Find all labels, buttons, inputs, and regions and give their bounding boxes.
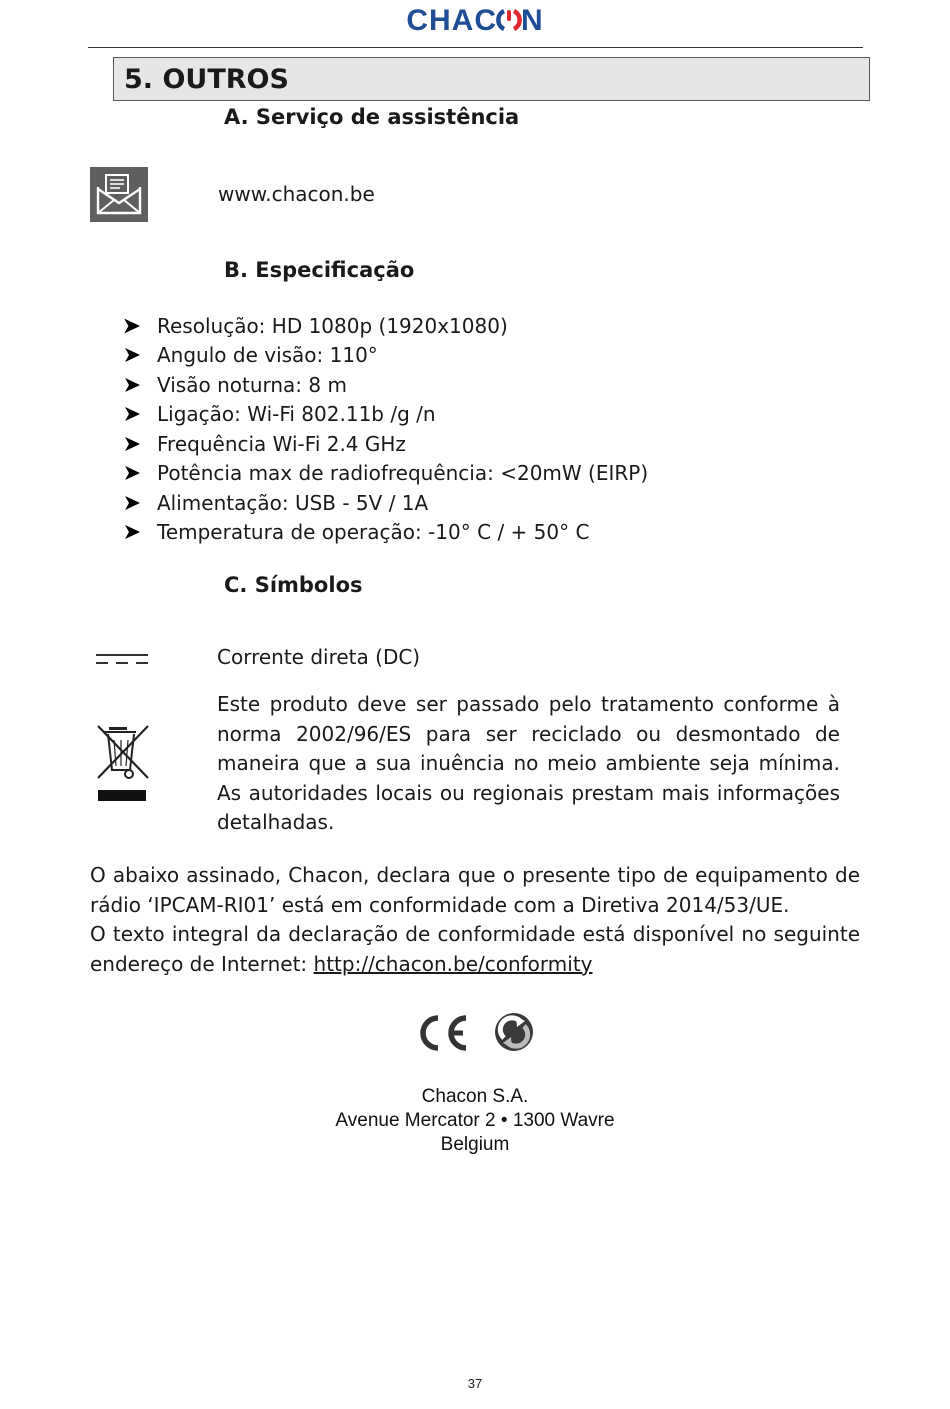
arrowhead-bullet-icon [124,347,157,363]
spec-text: Ligação: Wi-Fi 802.11b /g /n [157,402,436,427]
specification-list [124,311,648,547]
list-item [124,370,648,400]
logo-text-start: CHAC [406,4,497,37]
spec-text: Frequência Wi-Fi 2.4 GHz [157,431,406,456]
list-item [124,311,648,341]
dc-description: Corrente direta (DC) [217,645,421,669]
ce-mark-icon [416,999,470,1052]
company-name: Chacon S.A. [421,1086,529,1107]
arrowhead-bullet-icon [124,377,157,393]
list-item [124,518,648,548]
symbols-heading: C. Símbolos [224,573,363,597]
logo-text-end: N [521,4,544,37]
ce-mark-label: CE [416,999,438,1018]
declaration-availability-text: O texto integral da declaração de conformidade está disponível no seguinte endereço de Internet: [90,922,860,976]
conformity-link[interactable]: http://chacon.be/conformity [313,951,593,976]
spec-text: Alimentação: USB - 5V / 1A [157,490,429,515]
assistance-heading: A. Serviço de assistência [224,105,520,129]
list-item [124,459,648,489]
list-item [124,429,648,459]
header-divider [88,47,863,48]
spec-text: Resolução: HD 1080p (1920x1080) [157,313,508,338]
specification-heading: B. Especificação [224,258,415,282]
company-address: Avenue Mercator 2 • 1300 Wavre [335,1110,615,1131]
crossed-bin-icon [96,722,150,802]
arrowhead-bullet-icon [124,318,157,334]
arrowhead-bullet-icon [124,524,157,540]
weee-description: Este produto deve ser passado pelo tratamento conforme à norma 2002/96/ES para ser reciclado ou desmontado de maneira que a sua inuência no meio ambiente seja mínima. As autoridades locais ou regionais prestam mais informações detalhadas. [217,692,840,834]
mail-icon [90,167,148,222]
spec-text: Potência max de radiofrequência: <20mW (EIRP) [157,461,649,486]
arrowhead-bullet-icon [124,436,157,452]
arrowhead-bullet-icon [124,495,157,511]
arrowhead-bullet-icon [124,465,157,481]
logo-o-icon [498,7,520,33]
declaration-text: O abaixo assinado, Chacon, declara que o presente tipo de equipamento de rádio ‘IPCAM-RI01’ está em conformidade com a Diretiva 2014/53/UE. [90,863,860,917]
green-dot-recycle-icon [494,1012,534,1052]
company-country: Belgium [440,1134,510,1155]
spec-text: Visão noturna: 8 m [157,372,347,397]
list-item [124,400,648,430]
page-number: 37 [467,1376,483,1391]
list-item [124,488,648,518]
brand-logo [0,4,950,38]
spec-text: Angulo de visão: 110° [157,343,378,368]
arrowhead-bullet-icon [124,406,157,422]
section-title: 5. OUTROS [113,57,870,101]
declaration-availability [90,920,860,979]
direct-current-icon [96,651,150,665]
list-item [124,341,648,371]
spec-text: Temperatura de operação: -10° C / + 50° C [157,520,590,545]
website-text: www.chacon.be [218,182,375,206]
